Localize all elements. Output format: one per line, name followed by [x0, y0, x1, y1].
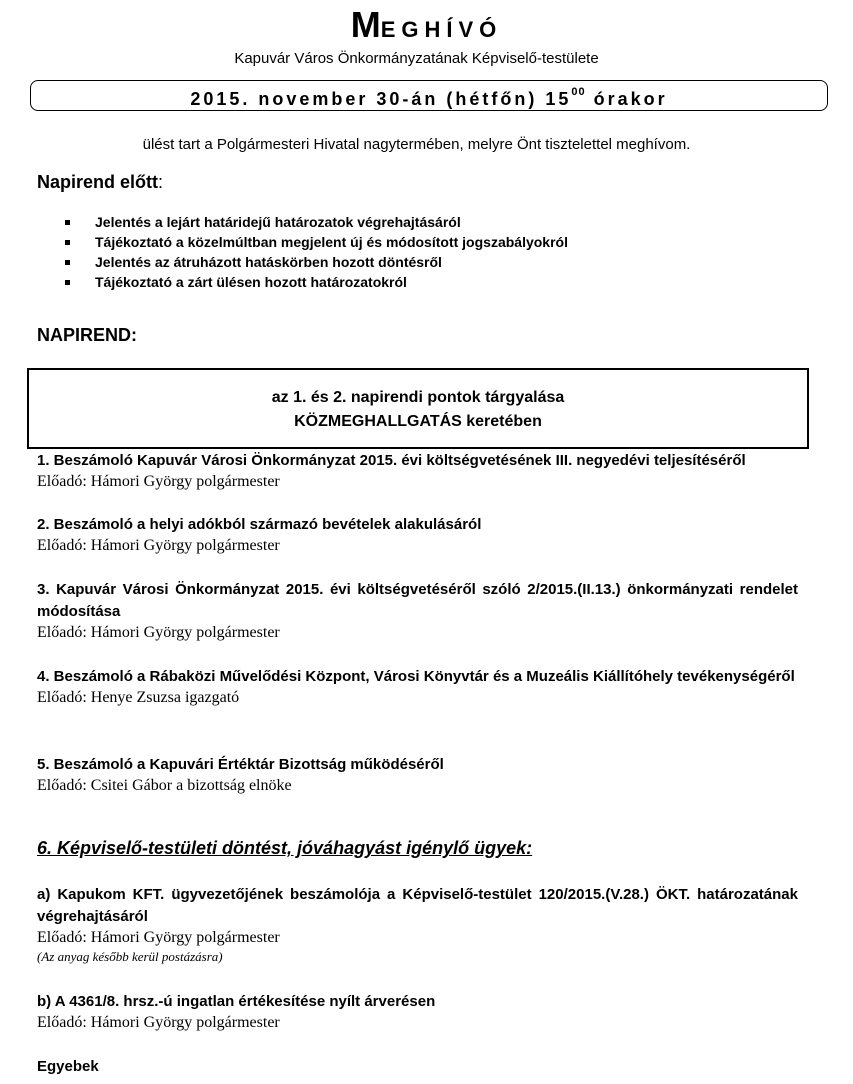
section6-item-a [37, 884, 798, 966]
before-agenda-colon: : [158, 172, 164, 192]
agenda-item-presenter: Előadó: Csitei Gábor a bizottság elnöke [37, 777, 292, 794]
date-tail: órakor [585, 89, 668, 109]
list-item: Tájékoztató a zárt ülésen hozott határozatokról [62, 272, 568, 292]
page-title [0, 4, 853, 46]
agenda-item-5 [37, 754, 798, 796]
agenda-item-4 [37, 666, 798, 708]
subtitle: Kapuvár Város Önkormányzatának Képviselő-testülete [234, 50, 599, 67]
agenda-item-title: 4. Beszámoló a Rábaközi Művelődési Központ, Városi Könyvtár és a Muzeális Kiállítóhely tevékenységéről [37, 668, 795, 685]
agenda-item-presenter: Előadó: Hámori György polgármester [37, 929, 280, 946]
agenda-item-presenter: Előadó: Henye Zsuzsa igazgató [37, 689, 240, 706]
date-box [30, 80, 828, 111]
list-item: Jelentés az átruházott hatáskörben hozott döntésről [62, 252, 568, 272]
agenda-item-note: (Az anyag később kerül postázásra) [37, 949, 223, 964]
agenda-heading: NAPIREND: [37, 325, 138, 345]
date-main: 2015. november 30-án (hétfőn) 15 [190, 89, 572, 109]
agenda-item-title: 1. Beszámoló Kapuvár Városi Önkormányzat 2015. évi költségvetésének III. negyedévi teljesítéséről [37, 452, 746, 469]
agenda-item-2 [37, 514, 798, 556]
agenda-item-title: 3. Kapuvár Városi Önkormányzat 2015. évi költségvetéséről szóló 2/2015.(II.13.) önkormányzati rendelet módosítása [37, 581, 798, 620]
agenda-item-title: a) Kapukom KFT. ügyvezetőjének beszámolója a Képviselő-testület 120/2015.(V.28.) ÖKT. határozatának végrehajtásáról [37, 886, 798, 925]
before-agenda-list [62, 212, 568, 292]
list-item: Tájékoztató a közelmúltban megjelent új és módosított jogszabályokról [62, 232, 568, 252]
agenda-item-title: 2. Beszámoló a helyi adókból származó bevételek alakulásáról [37, 516, 482, 533]
agenda-item-presenter: Előadó: Hámori György polgármester [37, 624, 280, 641]
list-item: Jelentés a lejárt határidejű határozatok végrehajtásáról [62, 212, 568, 232]
agenda-item-title: b) A 4361/8. hrsz.-ú ingatlan értékesítése nyílt árverésen [37, 993, 436, 1010]
public-hearing-line2: KÖZMEGHALLGATÁS keretében [294, 413, 542, 430]
agenda-item-title: 5. Beszámoló a Kapuvári Értéktár Bizottság működéséről [37, 756, 444, 773]
agenda-item-1 [37, 450, 798, 492]
agenda-item-presenter: Előadó: Hámori György polgármester [37, 473, 280, 490]
agenda-item-3 [37, 579, 798, 643]
section6-item-b [37, 991, 798, 1033]
agenda-item-presenter: Előadó: Hámori György polgármester [37, 1014, 280, 1031]
public-hearing-line1: az 1. és 2. napirendi pontok tárgyalása [271, 389, 565, 406]
section6-heading: 6. Képviselő-testületi döntést, jóváhagyást igénylő ügyek: [37, 838, 533, 858]
date-time-minutes: 00 [571, 86, 586, 98]
other-items: Egyebek [37, 1058, 99, 1075]
before-agenda-heading [37, 172, 163, 193]
agenda-item-presenter: Előadó: Hámori György polgármester [37, 537, 280, 554]
intro-text: ülést tart a Polgármesteri Hivatal nagytermében, melyre Önt tisztelettel meghívom. [142, 136, 691, 153]
public-hearing-box [27, 368, 809, 449]
title-initial: M [350, 4, 381, 45]
title-rest: EGHÍVÓ [380, 17, 503, 42]
before-agenda-heading-text: Napirend előtt [37, 172, 159, 192]
